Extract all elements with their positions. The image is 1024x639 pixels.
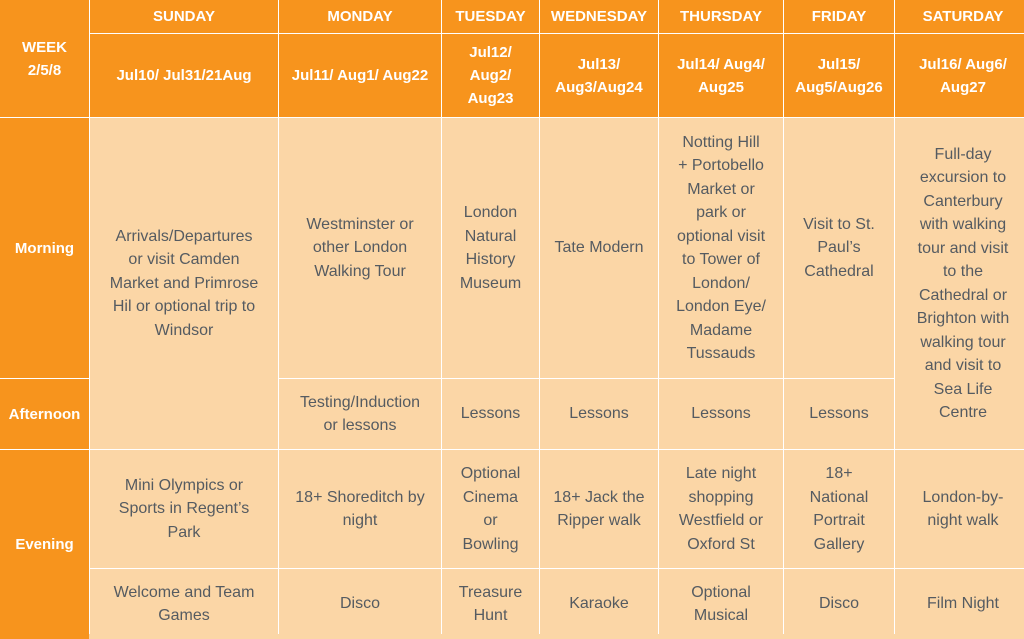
day-header-monday <box>279 0 441 33</box>
period-morning <box>0 118 89 378</box>
friday-night-activity <box>784 569 894 639</box>
monday-afternoon-activity <box>279 379 441 449</box>
period-label: Afternoon <box>8 405 81 423</box>
day-header-sunday <box>90 0 278 33</box>
saturday-evening-activity <box>895 450 1024 568</box>
activity-text: Visit to St. Paul’s Cathedral <box>803 215 875 280</box>
activity-text: Testing/Induction or lessons <box>299 393 421 434</box>
tuesday-morning-activity <box>442 118 539 378</box>
week-label-text: WEEK 2/5/8 <box>22 38 67 79</box>
activity-text: Lessons <box>569 405 629 423</box>
monday-night-activity <box>279 569 441 639</box>
dates-wednesday <box>540 34 658 117</box>
activity-text: Arrivals/Departures or visit Camden Market and Primrose Hil or optional trip to Windsor <box>109 227 259 339</box>
thursday-evening-activity <box>659 450 783 568</box>
saturday-day-activity <box>895 118 1024 449</box>
activity-text: Mini Olympics or Sports in Regent’s Park <box>118 476 250 541</box>
activity-text: Tate Modern <box>554 239 644 257</box>
dates-text: Jul10/ Jul31/21Aug <box>116 67 252 84</box>
friday-afternoon-activity <box>784 379 894 449</box>
dates-friday <box>784 34 894 117</box>
activity-text: Lessons <box>460 405 521 423</box>
activity-text: Optional Cinema or Bowling <box>460 465 521 553</box>
day-header-thursday <box>659 0 783 33</box>
day-name: SATURDAY <box>922 8 1004 25</box>
activity-text: 18+ National Portrait Gallery <box>809 465 869 553</box>
activity-text: London Natural History Museum <box>459 204 522 292</box>
period-label: Morning <box>14 239 75 257</box>
dates-tuesday <box>442 34 539 117</box>
activity-text: 18+ Jack the Ripper walk <box>553 488 645 529</box>
activity-text: Late night shopping Westfield or Oxford St <box>678 465 764 553</box>
day-name: SUNDAY <box>153 8 215 25</box>
day-name: MONDAY <box>327 8 393 25</box>
dates-text: Jul12/ Aug2/ Aug23 <box>467 44 514 107</box>
wednesday-afternoon-activity <box>540 379 658 449</box>
dates-monday <box>279 34 441 117</box>
activity-text: Notting Hill + Portobello Market or park or optional visit to Tower of London/ London Eye/ Madame Tussauds <box>676 133 766 362</box>
day-header-wednesday <box>540 0 658 33</box>
activity-text: Lessons <box>691 405 751 423</box>
dates-sunday <box>90 34 278 117</box>
activity-text: Film Night <box>926 595 999 613</box>
dates-thursday <box>659 34 783 117</box>
wednesday-evening-activity <box>540 450 658 568</box>
dates-text: Jul14/ Aug4/ Aug25 <box>677 55 765 96</box>
saturday-night-activity <box>895 569 1024 639</box>
period-evening <box>0 450 89 639</box>
thursday-afternoon-activity <box>659 379 783 449</box>
activity-text: Optional Musical <box>691 583 751 624</box>
period-afternoon <box>0 379 89 449</box>
friday-morning-activity <box>784 118 894 378</box>
day-header-tuesday <box>442 0 539 33</box>
dates-text: Jul13/ Aug3/Aug24 <box>555 55 643 96</box>
activity-text: Treasure Hunt <box>458 583 523 624</box>
wednesday-morning-activity <box>540 118 658 378</box>
tuesday-afternoon-activity <box>442 379 539 449</box>
activity-text: Disco <box>339 595 380 613</box>
monday-evening-activity <box>279 450 441 568</box>
sunday-night-activity <box>90 569 278 639</box>
activity-text: 18+ Shoreditch by night <box>295 488 425 529</box>
day-name: TUESDAY <box>455 8 526 25</box>
thursday-night-activity <box>659 569 783 639</box>
day-name: WEDNESDAY <box>550 8 648 25</box>
dates-text: Jul15/ Aug5/Aug26 <box>795 55 883 96</box>
activity-text: Welcome and Team Games <box>113 583 255 624</box>
activity-text: Karaoke <box>569 595 629 613</box>
activity-text: Lessons <box>809 405 869 423</box>
activity-text: London-by- night walk <box>922 488 1004 529</box>
day-name: FRIDAY <box>811 8 867 25</box>
sunday-day-activity <box>90 118 278 449</box>
thursday-morning-activity <box>659 118 783 378</box>
activity-text: Disco <box>818 595 859 613</box>
dates-text: Jul11/ Aug1/ Aug22 <box>291 67 429 84</box>
activity-text: Full-day excursion to Canterbury with walking tour and visit to the Cathedral or Brighton with walking tour and visit to Sea Life Centre <box>916 145 1010 421</box>
week-label <box>0 0 89 117</box>
dates-saturday <box>895 34 1024 117</box>
friday-evening-activity <box>784 450 894 568</box>
day-header-friday <box>784 0 894 33</box>
sunday-evening-activity <box>90 450 278 568</box>
day-name: THURSDAY <box>680 8 762 25</box>
period-label: Evening <box>15 536 74 553</box>
dates-text: Jul16/ Aug6/ Aug27 <box>919 55 1007 96</box>
tuesday-evening-activity <box>442 450 539 568</box>
activity-text: Westminster or other London Walking Tour <box>306 215 414 280</box>
tuesday-night-activity <box>442 569 539 639</box>
day-header-saturday <box>895 0 1024 33</box>
wednesday-night-activity <box>540 569 658 639</box>
monday-morning-activity <box>279 118 441 378</box>
